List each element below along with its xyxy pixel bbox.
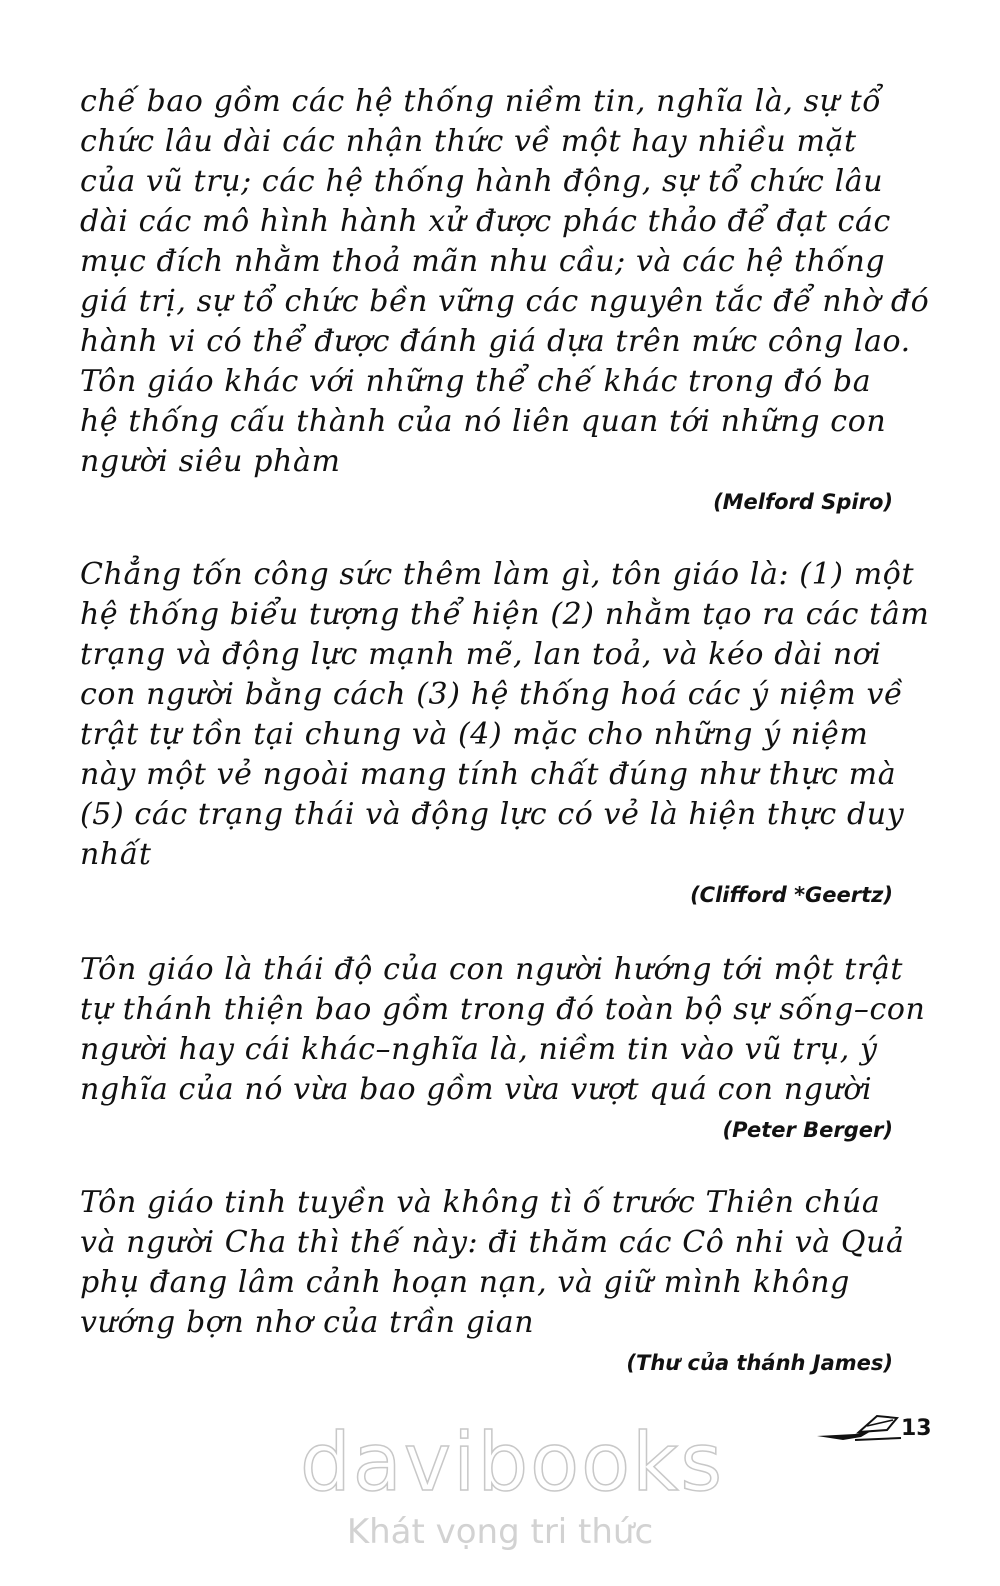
quote-line: hệ thống biểu tượng thể hiện (2) nhằm tạo ra các tâm [80,597,930,632]
quote-spiro [80,82,930,514]
quote-line: nghĩa của nó vừa bao gồm vừa vượt quá con người [80,1072,873,1107]
quote-line: người hay cái khác–nghĩa là, niềm tin vào vũ trụ, ý [80,1032,878,1067]
quote-line: Tôn giáo khác với những thể chế khác trong đó ba [80,364,872,399]
quote-line: và người Cha thì thế này: đi thăm các Cô nhi và Quả [80,1225,905,1260]
quote-line: mục đích nhằm thoả mãn nhu cầu; và các hệ thống [80,244,886,279]
watermark-logo [300,1416,725,1552]
quote-line: Tôn giáo tinh tuyền và không tì ố trước Thiên chúa [80,1185,881,1220]
quote-james [80,1183,905,1375]
quote-line: vướng bợn nhơ của trần gian [80,1305,535,1340]
attribution-geertz: (Clifford *Geertz) [690,883,893,907]
quote-line: con người bằng cách (3) hệ thống hoá các ý niệm về [80,677,904,712]
attribution-james: (Thư của thánh James) [626,1351,893,1375]
quote-line: dài các mô hình hành xử được phác thảo để đạt các [80,204,891,239]
page-number: 13 [901,1416,932,1441]
quote-line: của vũ trụ; các hệ thống hành động, sự tổ chức lâu [80,164,884,199]
quote-line: trạng và động lực mạnh mẽ, lan toả, và kéo dài nơi [80,637,882,672]
page-footer [815,1410,935,1450]
quote-line: phụ đang lâm cảnh hoạn nạn, và giữ mình không [80,1265,850,1300]
quote-line: này một vẻ ngoài mang tính chất đúng như thực mà [80,757,897,792]
quote-line: giá trị, sự tổ chức bền vững các nguyên tắc để nhờ đó [80,284,930,319]
quote-berger [80,950,926,1142]
quote-line: hành vi có thể được đánh giá dựa trên mức công lao. [80,324,911,359]
quote-line: Chẳng tốn công sức thêm làm gì, tôn giáo là: (1) một [80,557,915,592]
quote-line: người siêu phàm [80,444,341,479]
quote-geertz [80,555,930,907]
watermark-tagline: Khát vọng tri thức [346,1512,654,1552]
attribution-spiro: (Melford Spiro) [713,490,893,514]
quote-line: tự thánh thiện bao gồm trong đó toàn bộ sự sống–con [80,992,926,1027]
quote-line: (5) các trạng thái và động lực có vẻ là hiện thực duy [80,797,905,832]
watermark-name: davibooks [300,1416,725,1509]
quote-line: chế bao gồm các hệ thống niềm tin, nghĩa là, sự tổ [80,84,882,119]
quote-line: Tôn giáo là thái độ của con người hướng tới một trật [80,952,904,987]
quote-line: trật tự tồn tại chung và (4) mặc cho những ý niệm [80,717,869,752]
quote-line: hệ thống cấu thành của nó liên quan tới những con [80,404,887,439]
quote-line: nhất [80,837,152,872]
attribution-berger: (Peter Berger) [722,1118,893,1142]
quill-ornament-icon [815,1410,905,1448]
quote-line: chức lâu dài các nhận thức về một hay nhiều mặt [80,124,857,159]
